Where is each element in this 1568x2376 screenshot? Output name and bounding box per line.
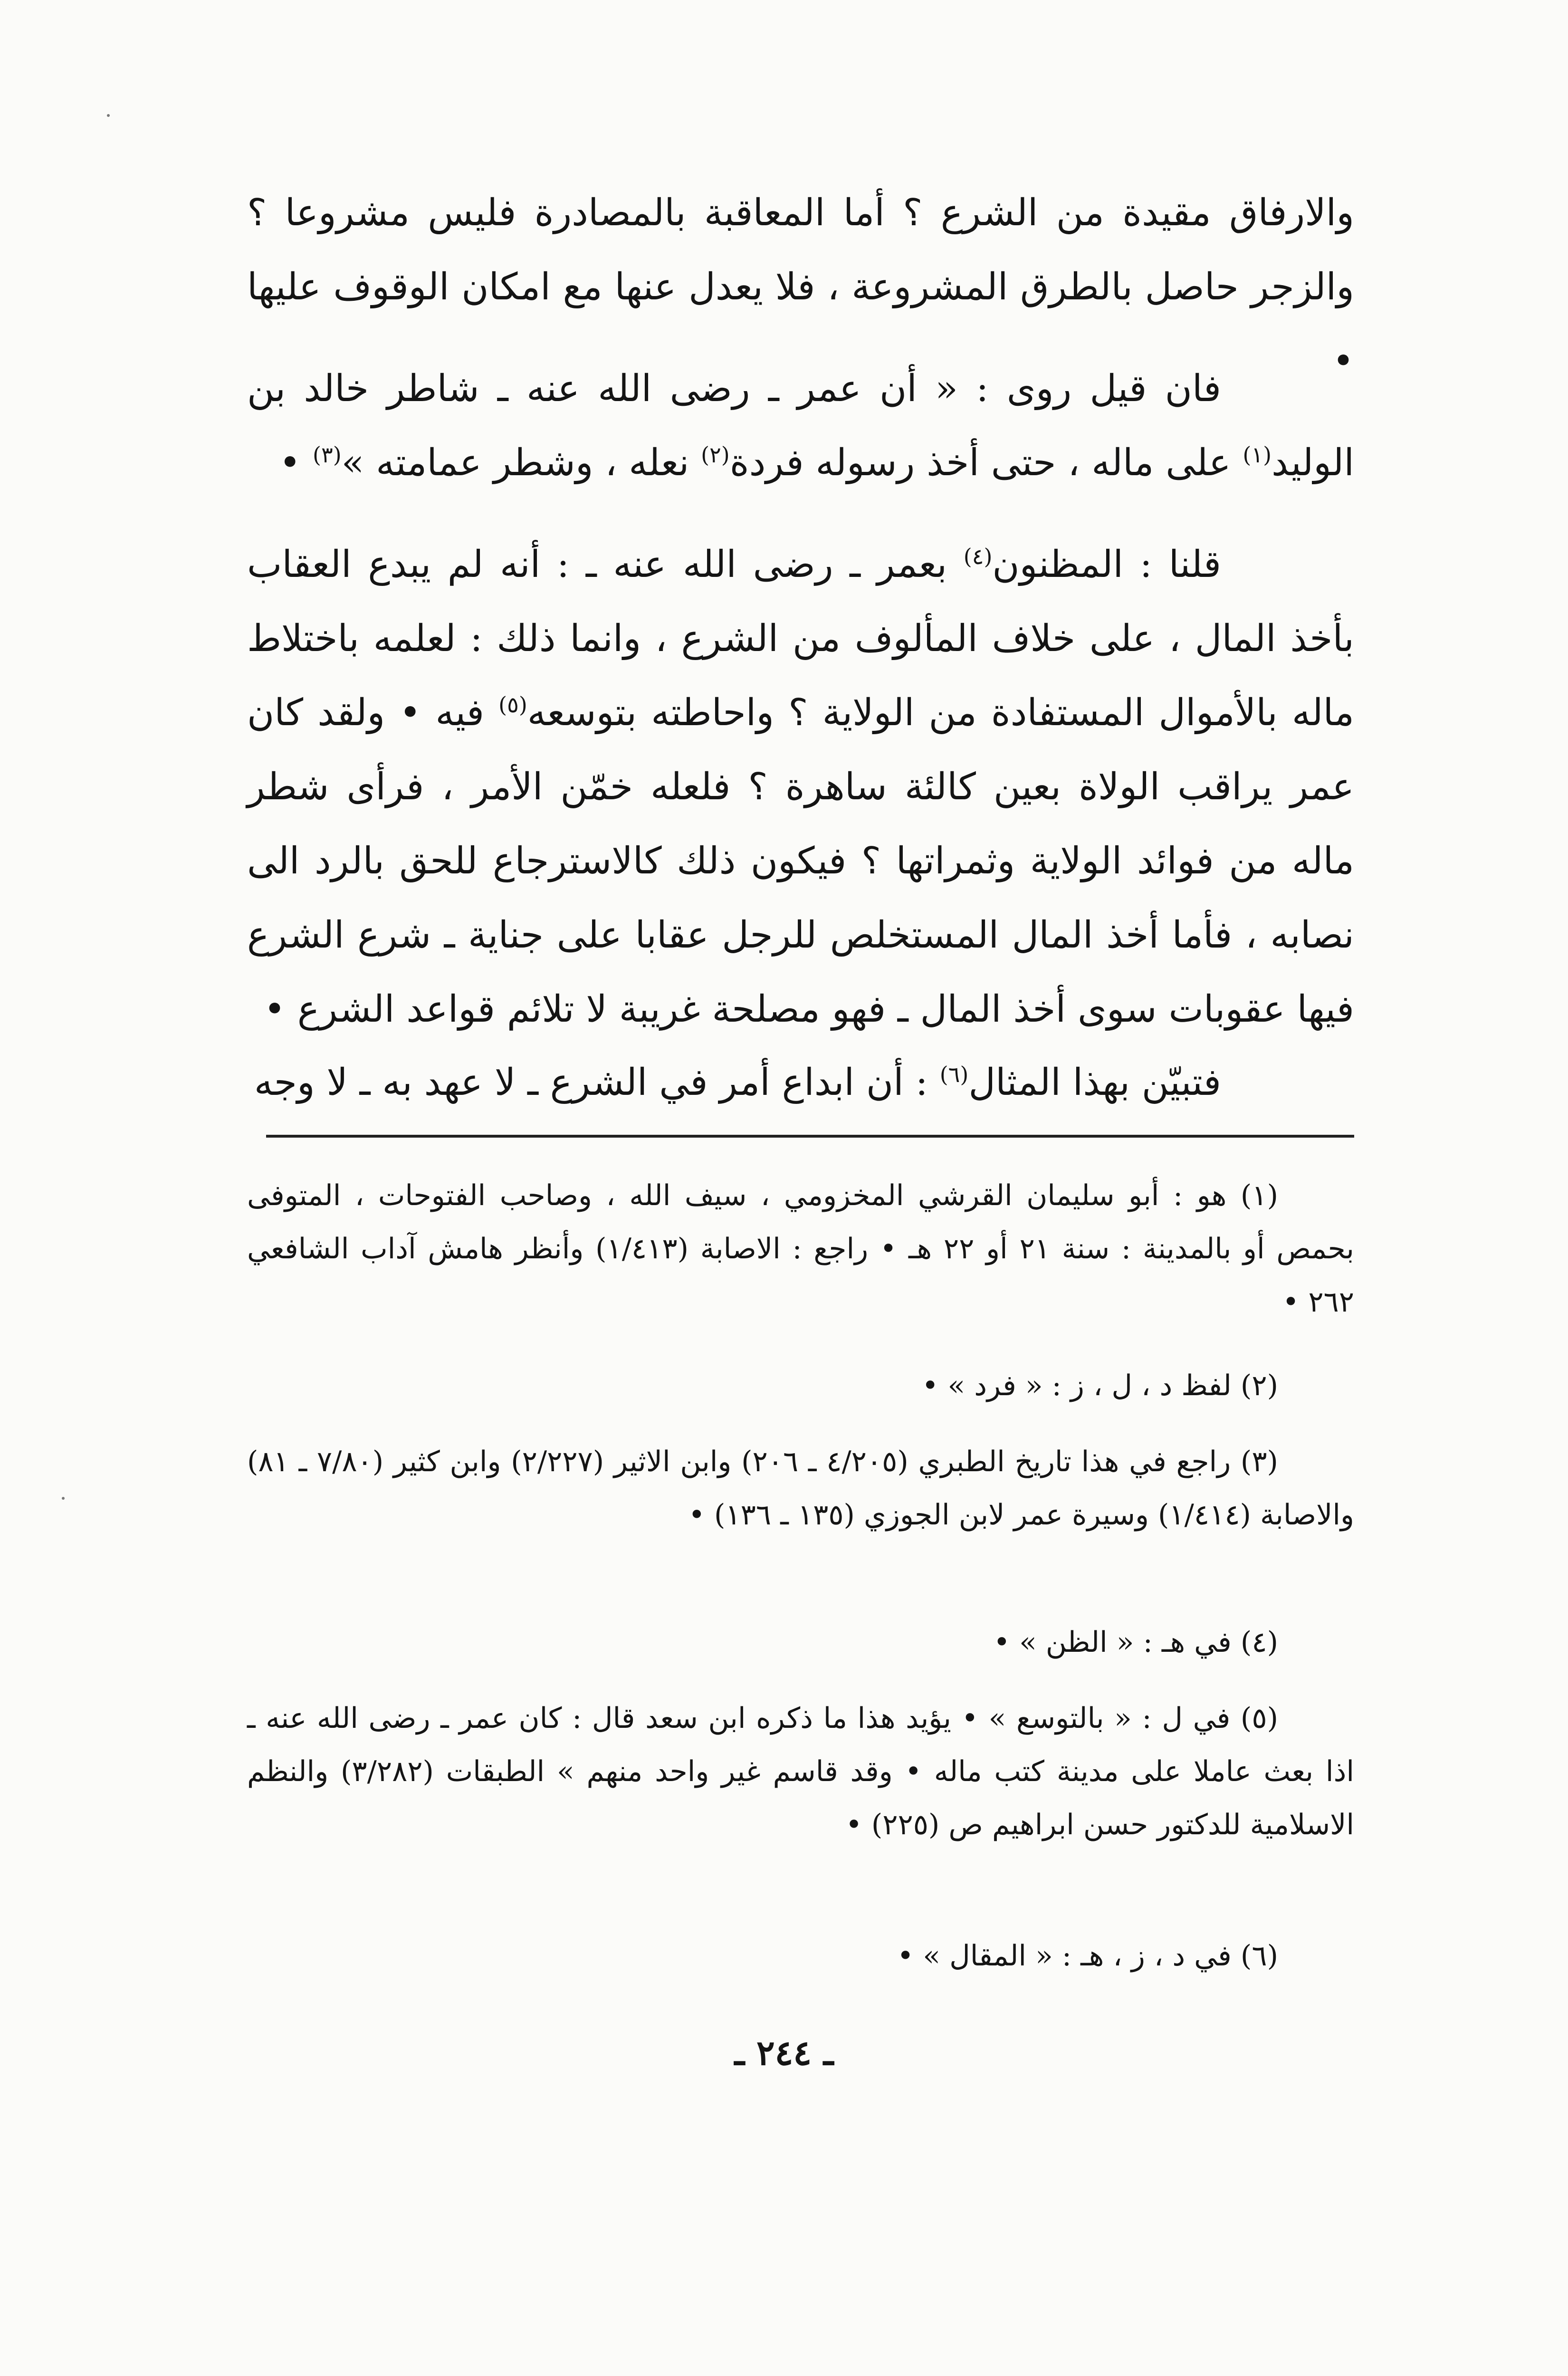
- paragraph-text: [247, 352, 1354, 500]
- text-run: فيه • ولقد كان عمر يراقب الولاة بعين كالئة ساهرة ؟ فلعله خمّن الأمر ، فرأى شطر ماله من فوائد الولاية وثمراتها ؟ فيكون ذلك كالاسترجاع للحق بالرد الى نصابه ، فأما أخذ المال المستخلص للرجل عقابا على جناية ـ شرع الشرع فيها عقوبات سوى أخذ المال ـ فهو مصلحة غريبة لا تلائم قواعد الشرع •: [247, 691, 1354, 1031]
- paragraph-text: والارفاق مقيدة من الشرع ؟ أما المعاقبة بالمصادرة فليس مشروعا ؟ والزجر حاصل بالطرق المشروعة ، فلا يعدل عنها مع امكان الوقوف عليها •: [247, 192, 1354, 383]
- text-run: فتبيّن بهذا المثال: [968, 1061, 1221, 1104]
- text-run: •: [279, 441, 313, 484]
- footnote-ref-6: (٦): [939, 1062, 969, 1087]
- text-run: قلنا : المظنون: [992, 543, 1221, 586]
- footnote-text: (٦) في د ، ز ، هـ : « المقال » •: [897, 1939, 1278, 1973]
- footnote-ref-5: (٥): [498, 692, 527, 718]
- footnote-text: (١) هو : أبو سليمان القرشي المخزومي ، سيف الله ، وصاحب الفتوحات ، المتوفى بحمص أو بالمدينة : سنة ٢١ أو ٢٢ هـ • راجع : الاصابة (١/٤١٣) وأنظر هامش آداب الشافعي ٢٦٢ •: [247, 1179, 1354, 1319]
- footnote-6: [247, 1929, 1354, 1983]
- page-number: ـ ٢٤٤ ـ: [734, 2032, 834, 2073]
- footnote-text: (٥) في ل : « بالتوسع » • يؤيد هذا ما ذكره ابن سعد قال : كان عمر ـ رضى الله عنه ـ اذا بعث عاملا على مدينة كتب ماله • وقد قاسم غير واحد منهم » الطبقات (٣/٢٨٢) والنظم الاسلامية للدكتور حسن ابراهيم ص (٢٢٥) •: [247, 1702, 1354, 1841]
- footnote-3: [247, 1435, 1354, 1542]
- text-run: نعله ، وشطر عمامته »: [341, 441, 701, 484]
- footnote-ref-1: (١): [1243, 442, 1272, 468]
- scan-speck: [107, 114, 110, 117]
- footnote-separator: [266, 1135, 1354, 1138]
- text-run: بعمر ـ رضى الله عنه ـ : أنه لم يبدع العقاب بأخذ المال ، على خلاف المألوف من الشرع ، وانما ذلك : لعلمه باختلاط ماله بالأموال المستفادة من الولاية ؟ واحاطته بتوسعه: [247, 543, 1355, 734]
- text-run: : أن ابداع أمر في الشرع ـ لا عهد به ـ لا وجه: [254, 1061, 940, 1104]
- body-paragraph-3: [247, 527, 1354, 1046]
- footnote-text: (٢) لفظ د ، ل ، ز : « فرد » •: [922, 1369, 1278, 1402]
- footnote-4: [247, 1616, 1354, 1669]
- footnote-ref-4: (٤): [963, 544, 993, 569]
- footnote-text: (٤) في هـ : « الظن » •: [993, 1626, 1278, 1659]
- scan-speck: [62, 1497, 65, 1500]
- footnote-text: (٣) راجع في هذا تاريخ الطبري (٤/٢٠٥ ـ ٢٠٦) وابن الاثير (٢/٢٢٧) وابن كثير (٧/٨٠ ـ ٨١) والاصابة (١/٤١٤) وسيرة عمر لابن الجوزي (١٣٥ ـ ١٣٦) •: [247, 1445, 1354, 1532]
- footnote-5: [247, 1692, 1354, 1851]
- body-paragraph-4: [247, 1045, 1354, 1120]
- paragraph-text: [247, 527, 1354, 1046]
- paragraph-text: [247, 1045, 1354, 1120]
- footnote-1: [247, 1169, 1354, 1329]
- text-run: فان قيل روى : « أن عمر ـ رضى الله عنه ـ شاطر خالد بن الوليد: [247, 367, 1354, 484]
- body-paragraph-2: [247, 352, 1354, 500]
- footnote-ref-2: (٢): [701, 442, 730, 468]
- footnote-2: [247, 1359, 1354, 1412]
- text-run: على ماله ، حتى أخذ رسوله فردة: [729, 441, 1243, 484]
- footnote-ref-3: (٣): [313, 442, 342, 468]
